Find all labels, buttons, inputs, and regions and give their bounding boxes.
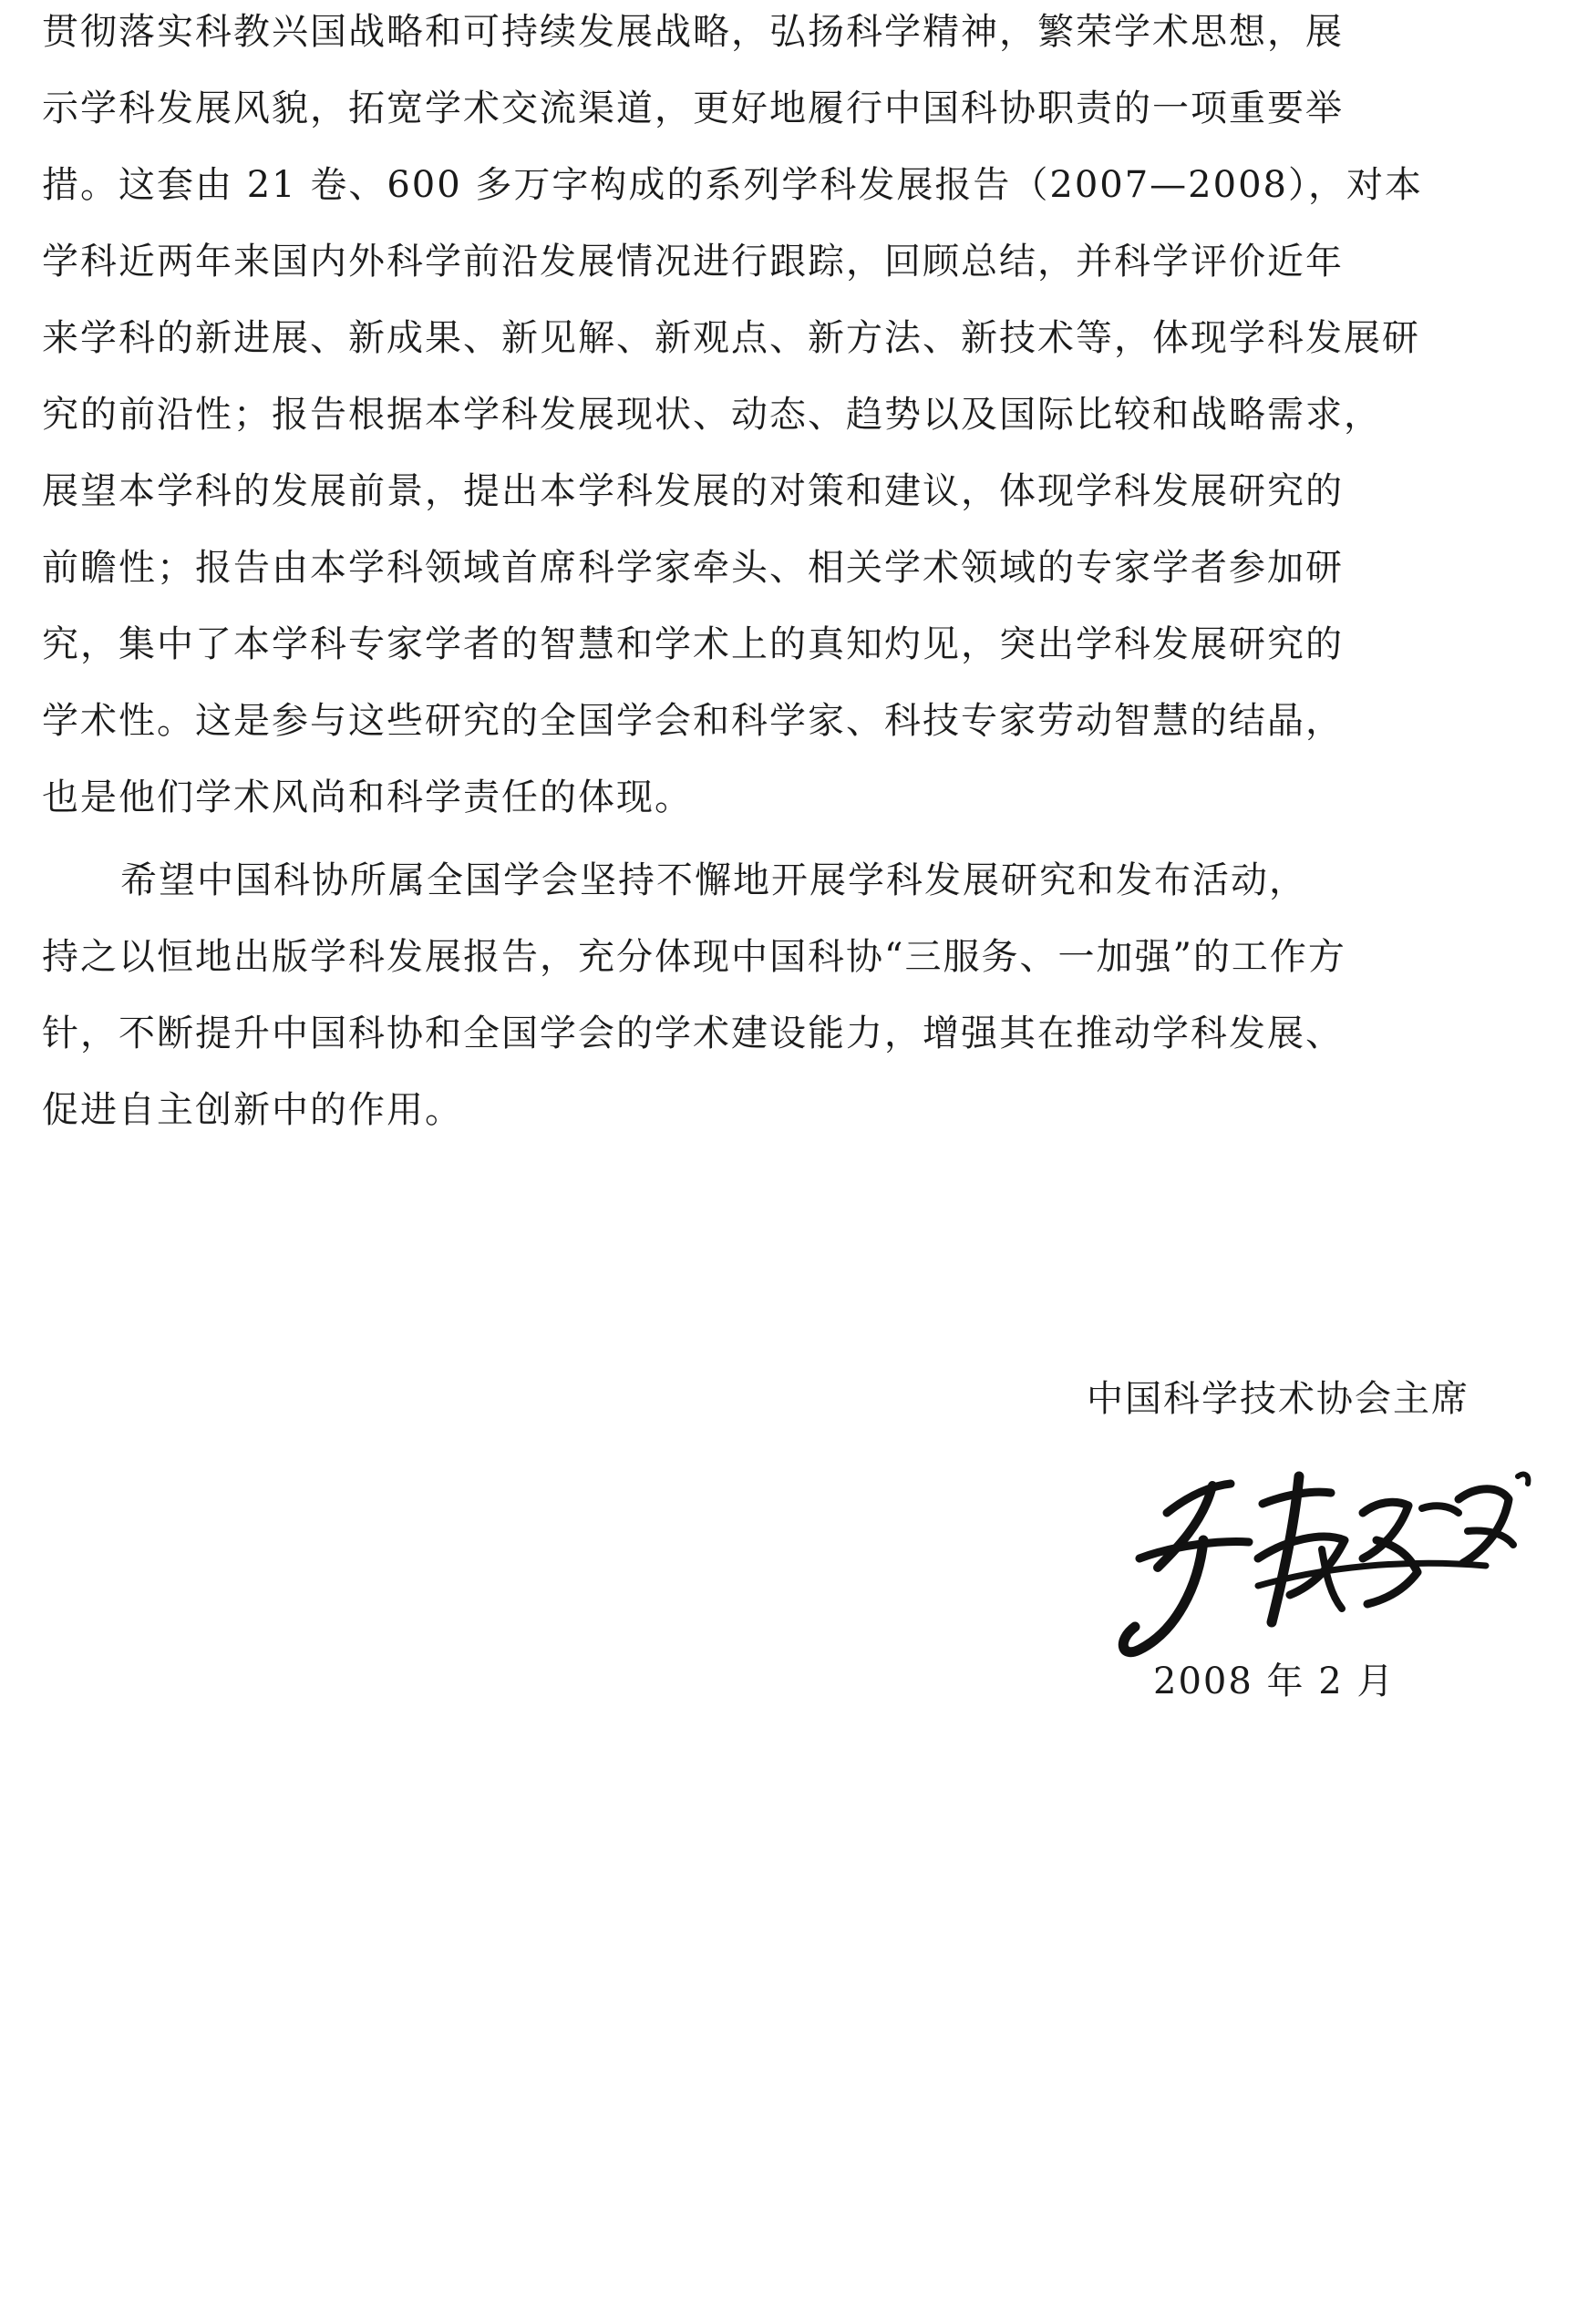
paragraph-1-line: 学科近两年来国内外科学前沿发展情况进行跟踪，回顾总结，并科学评价近年 [42,241,1344,283]
handwritten-signature [1103,1458,1531,1677]
paragraph-1-line: 来学科的新进展、新成果、新见解、新观点、新方法、新技术等，体现学科发展研 [42,317,1420,359]
paragraph-1-line: 究的前沿性；报告根据本学科发展现状、动态、趋势以及国际比较和战略需求， [42,394,1382,436]
paragraph-1-line: 展望本学科的发展前景，提出本学科发展的对策和建议，体现学科发展研究的 [42,470,1344,512]
signature-date: 2008 年 2 月 [1153,1661,1396,1702]
paragraph-1-line: 学术性。这是参与这些研究的全国学会和科学家、科技专家劳动智慧的结晶， [42,700,1344,742]
paragraph-1-line: 措。这套由 21 卷、600 多万字构成的系列学科发展报告（2007—2008），对本 [42,164,1423,206]
paragraph-2-line: 针，不断提升中国科协和全国学会的学术建设能力，增强其在推动学科发展、 [42,1013,1344,1054]
paragraph-1-line: 也是他们学术风尚和科学责任的体现。 [42,776,693,818]
paragraph-2-line: 希望中国科协所属全国学会坚持不懈地开展学科发展研究和发布活动， [120,859,1307,901]
paragraph-1-line: 前瞻性；报告由本学科领域首席科学家牵头、相关学术领域的专家学者参加研 [42,547,1344,589]
paragraph-2-line: 持之以恒地出版学科发展报告，充分体现中国科协“三服务、一加强”的工作方 [42,936,1346,978]
signatory-title: 中国科学技术协会主席 [1087,1378,1469,1420]
paragraph-1-line: 示学科发展风貌，拓宽学术交流渠道，更好地履行中国科协职责的一项重要举 [42,87,1344,129]
paragraph-2-line: 促进自主创新中的作用。 [42,1089,463,1131]
paragraph-1-line: 究，集中了本学科专家学者的智慧和学术上的真知灼见，突出学科发展研究的 [42,623,1344,665]
paragraph-1-line: 贯彻落实科教兴国战略和可持续发展战略，弘扬科学精神，繁荣学术思想，展 [42,11,1344,53]
